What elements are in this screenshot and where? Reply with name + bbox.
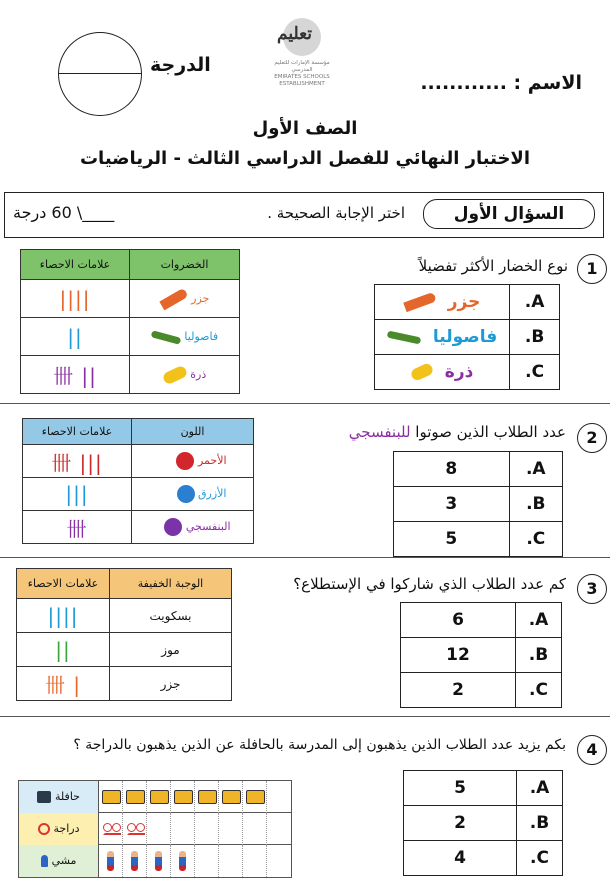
- question-number: 2: [577, 423, 607, 453]
- answer-option[interactable]: [375, 285, 560, 320]
- carrot-icon: [159, 288, 188, 311]
- table-header: اللون: [132, 419, 254, 445]
- option-letter: .A: [516, 603, 562, 638]
- tally-cell: |||: [23, 478, 132, 511]
- bus-icon: [102, 790, 121, 804]
- option-value: 5: [394, 522, 510, 557]
- question-text: عدد الطلاب الذين صوتوا للبنفسجي: [348, 423, 566, 441]
- question-number: 1: [577, 254, 607, 284]
- option-letter: .A: [509, 452, 562, 487]
- answer-option[interactable]: [375, 355, 560, 390]
- logo-english-1: EMIRATES SCHOOLS: [274, 74, 330, 80]
- answer-option[interactable]: [401, 638, 562, 673]
- tally-table: [22, 418, 254, 544]
- bus-icon: [174, 790, 193, 804]
- bicycle-icon: [38, 823, 50, 835]
- purple-paint-icon: [164, 518, 182, 536]
- option-value: 12: [401, 638, 516, 673]
- bus-icon: [246, 790, 265, 804]
- corn-icon: [409, 362, 434, 382]
- table-row: البنفسجي: [132, 511, 254, 544]
- option-value: 8: [394, 452, 510, 487]
- option-value: 6: [401, 603, 516, 638]
- carrot-icon: [403, 292, 436, 312]
- pictograph-cell: [171, 813, 195, 845]
- blue-paint-icon: [177, 485, 195, 503]
- table-header: علامات الاحصاء: [23, 419, 132, 445]
- pictograph-cell: [243, 813, 267, 845]
- divider: [0, 716, 610, 717]
- pictograph-row: [19, 813, 291, 845]
- table-header: علامات الاحصاء: [17, 569, 110, 599]
- answer-option[interactable]: [401, 673, 562, 708]
- question-text: بكم يزيد عدد الطلاب الذين يذهبون إلى المدرسة بالحافلة عن الذين يذهبون بالدراجة ؟: [73, 737, 566, 753]
- table-row: ذرة: [130, 356, 240, 394]
- table-row: جزر: [110, 667, 232, 701]
- walking-person-icon: [107, 851, 114, 871]
- section-header-box: [4, 192, 604, 238]
- answer-option[interactable]: [394, 487, 563, 522]
- table-row: الأحمر: [132, 445, 254, 478]
- pictograph-cell: [99, 845, 123, 877]
- tally-cell: ||||: [17, 599, 110, 633]
- pictograph-cell: [123, 813, 147, 845]
- student-name-field[interactable]: الاسم : ............: [420, 72, 582, 94]
- tally-cell: 卌: [23, 511, 132, 544]
- walking-person-icon: [179, 851, 186, 871]
- table-row: بسكويت: [110, 599, 232, 633]
- corn-icon: [161, 364, 188, 385]
- option-letter: .C: [517, 841, 563, 876]
- pictograph-cell: [99, 781, 123, 813]
- pictograph-row: [19, 845, 291, 877]
- tally-table: [16, 568, 232, 701]
- pictograph-cell: [147, 845, 171, 877]
- option-letter: C.: [510, 355, 560, 390]
- option-letter: .C: [509, 522, 562, 557]
- answer-table: [393, 451, 563, 557]
- red-paint-icon: [176, 452, 194, 470]
- logo: [272, 18, 332, 128]
- option-value: 2: [404, 806, 517, 841]
- bean-icon: [387, 330, 422, 344]
- bicycle-icon: [103, 823, 121, 835]
- class-title: الصف الأول: [252, 118, 358, 139]
- table-header: الخضروات: [130, 250, 240, 280]
- table-row: الأزرق: [132, 478, 254, 511]
- table-header: علامات الاحصاء: [21, 250, 130, 280]
- pictograph-cell: [99, 813, 123, 845]
- logo-english-2: ESTABLISHMENT: [279, 81, 325, 87]
- bus-icon: [222, 790, 241, 804]
- pictograph-cell: [147, 781, 171, 813]
- option-value: 4: [404, 841, 517, 876]
- pictograph-label: مشي: [19, 845, 99, 877]
- walking-person-icon: [41, 855, 48, 867]
- option-letter: .B: [509, 487, 562, 522]
- option-letter: .B: [516, 638, 562, 673]
- pictograph-cell: [147, 813, 171, 845]
- question-number: 3: [577, 574, 607, 604]
- table-row: فاصوليا: [130, 318, 240, 356]
- pictograph-cell: [195, 781, 219, 813]
- pictograph-cell: [171, 845, 195, 877]
- pictograph-cell: [219, 813, 243, 845]
- pictograph-cell: [267, 845, 291, 877]
- pictograph-cell: [171, 781, 195, 813]
- section-title: السؤال الأول: [423, 199, 595, 229]
- question-number: 4: [577, 735, 607, 765]
- pictograph-cell: [219, 845, 243, 877]
- tally-cell: 卌 |: [17, 667, 110, 701]
- tally-table: [20, 249, 240, 394]
- pictograph-cell: [267, 813, 291, 845]
- pictograph-label: حافلة: [19, 781, 99, 813]
- pictograph-label: دراجة: [19, 813, 99, 845]
- answer-option[interactable]: [394, 452, 563, 487]
- answer-table: [403, 770, 563, 876]
- logo-arabic-sub: مؤسسة الإمارات للتعليم المدرسي: [274, 60, 330, 73]
- option-value: 3: [394, 487, 510, 522]
- option-letter: A.: [510, 285, 560, 320]
- answer-option[interactable]: [404, 771, 563, 806]
- pictograph-cell: [243, 845, 267, 877]
- tally-cell: ||: [21, 318, 130, 356]
- option-letter: B.: [510, 320, 560, 355]
- option-letter: .C: [516, 673, 562, 708]
- question-text: نوع الخضار الأكثر تفضيلاً: [418, 257, 568, 275]
- answer-table: [400, 602, 562, 708]
- grade-label: الدرجة: [150, 54, 211, 76]
- pictograph-cell: [123, 781, 147, 813]
- question-text: كم عدد الطلاب الذي شاركوا في الإستطلاع؟: [293, 575, 566, 593]
- logo-word: تعليم: [277, 24, 313, 44]
- option-letter: .A: [517, 771, 563, 806]
- option-value: 2: [401, 673, 516, 708]
- pictograph-cell: [243, 781, 267, 813]
- option-value: فاصوليا: [375, 320, 510, 355]
- answer-table: [374, 284, 560, 390]
- answer-option[interactable]: [404, 806, 563, 841]
- answer-option[interactable]: [401, 603, 562, 638]
- divider: [0, 403, 610, 404]
- logo-circle: [277, 18, 321, 56]
- bus-icon: [150, 790, 169, 804]
- bus-icon: [126, 790, 145, 804]
- tally-cell: ||||: [21, 280, 130, 318]
- option-value: 5: [404, 771, 517, 806]
- pictograph-cell: [267, 781, 291, 813]
- tally-cell: ||: [17, 633, 110, 667]
- answer-option[interactable]: [404, 841, 563, 876]
- grade-circle: [58, 32, 142, 116]
- option-value: جزر: [375, 285, 510, 320]
- option-value: ذرة: [375, 355, 510, 390]
- pictograph-row: [19, 781, 291, 813]
- divider: [0, 557, 610, 558]
- table-row: موز: [110, 633, 232, 667]
- section-instruction: اختر الإجابة الصحيحة .: [267, 204, 405, 222]
- tally-cell: 卌 ||: [21, 356, 130, 394]
- bus-icon: [198, 790, 217, 804]
- tally-cell: 卌 |||: [23, 445, 132, 478]
- table-header: الوجبة الخفيفة: [110, 569, 232, 599]
- exam-title: الاختبار النهائي للفصل الدراسي الثالث - الرياضيات: [79, 148, 531, 169]
- pictograph-cell: [195, 845, 219, 877]
- bus-icon: [37, 791, 51, 803]
- answer-option[interactable]: [375, 320, 560, 355]
- walking-person-icon: [131, 851, 138, 871]
- section-score: ____\ 60 درجة: [13, 203, 115, 222]
- bean-icon: [151, 330, 182, 345]
- pictograph: [18, 780, 292, 878]
- table-row: جزر: [130, 280, 240, 318]
- pictograph-cell: [123, 845, 147, 877]
- bicycle-icon: [127, 823, 145, 835]
- pictograph-cell: [195, 813, 219, 845]
- pictograph-cell: [219, 781, 243, 813]
- walking-person-icon: [155, 851, 162, 871]
- option-letter: .B: [517, 806, 563, 841]
- answer-option[interactable]: [394, 522, 563, 557]
